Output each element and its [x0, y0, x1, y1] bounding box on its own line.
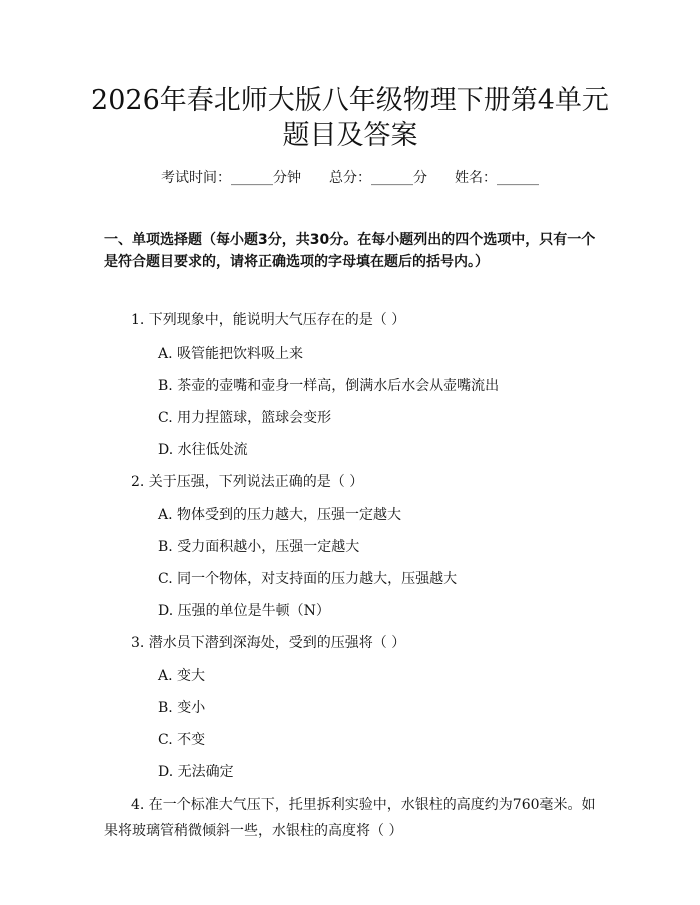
question-2-option-d: D. 压强的单位是牛顿（N）: [158, 603, 330, 619]
question-2-option-a: A. 物体受到的压力越大，压强一定越大: [158, 507, 402, 523]
question-2-option-c: C. 同一个物体，对支持面的压力越大，压强越大: [158, 571, 458, 587]
question-2-option-b: B. 受力面积越小，压强一定越大: [158, 539, 360, 555]
section-heading: 一、单项选择题（每小题3分，共30分。在每小题列出的四个选项中，只有一个是符合题目要求的，请将正确选项的字母填在题后的括号内。）: [104, 232, 596, 270]
question-3-option-b: B. 变小: [158, 700, 206, 716]
question-3-option-d: D. 无法确定: [158, 764, 234, 780]
document-title-line1: 2026年春北师大版八年级物理下册第4单元: [91, 85, 609, 116]
question-2: 2. 关于压强，下列说法正确的是（ ）: [131, 474, 364, 490]
question-1-option-b: B. 茶壶的壶嘴和壶身一样高，倒满水后水会从壶嘴流出: [158, 378, 500, 394]
question-1-option-d: D. 水往低处流: [158, 442, 248, 458]
exam-info-line: 考试时间：______分钟 总分：______分 姓名：______: [161, 170, 539, 186]
question-1-option-c: C. 用力捏篮球，篮球会变形: [158, 410, 332, 426]
question-1: 1. 下列现象中，能说明大气压存在的是（ ）: [131, 312, 406, 328]
document-title-line2: 题目及答案: [282, 120, 418, 151]
question-4: 4. 在一个标准大气压下，托里拆利实验中，水银柱的高度约为760毫米。如果将玻璃管稍微倾斜一些，水银柱的高度将（ ）: [104, 797, 596, 839]
question-3-option-c: C. 不变: [158, 732, 206, 748]
question-1-option-a: A. 吸管能把饮料吸上来: [158, 346, 304, 362]
question-3: 3. 潜水员下潜到深海处，受到的压强将（ ）: [131, 635, 406, 651]
question-3-option-a: A. 变大: [158, 668, 206, 684]
